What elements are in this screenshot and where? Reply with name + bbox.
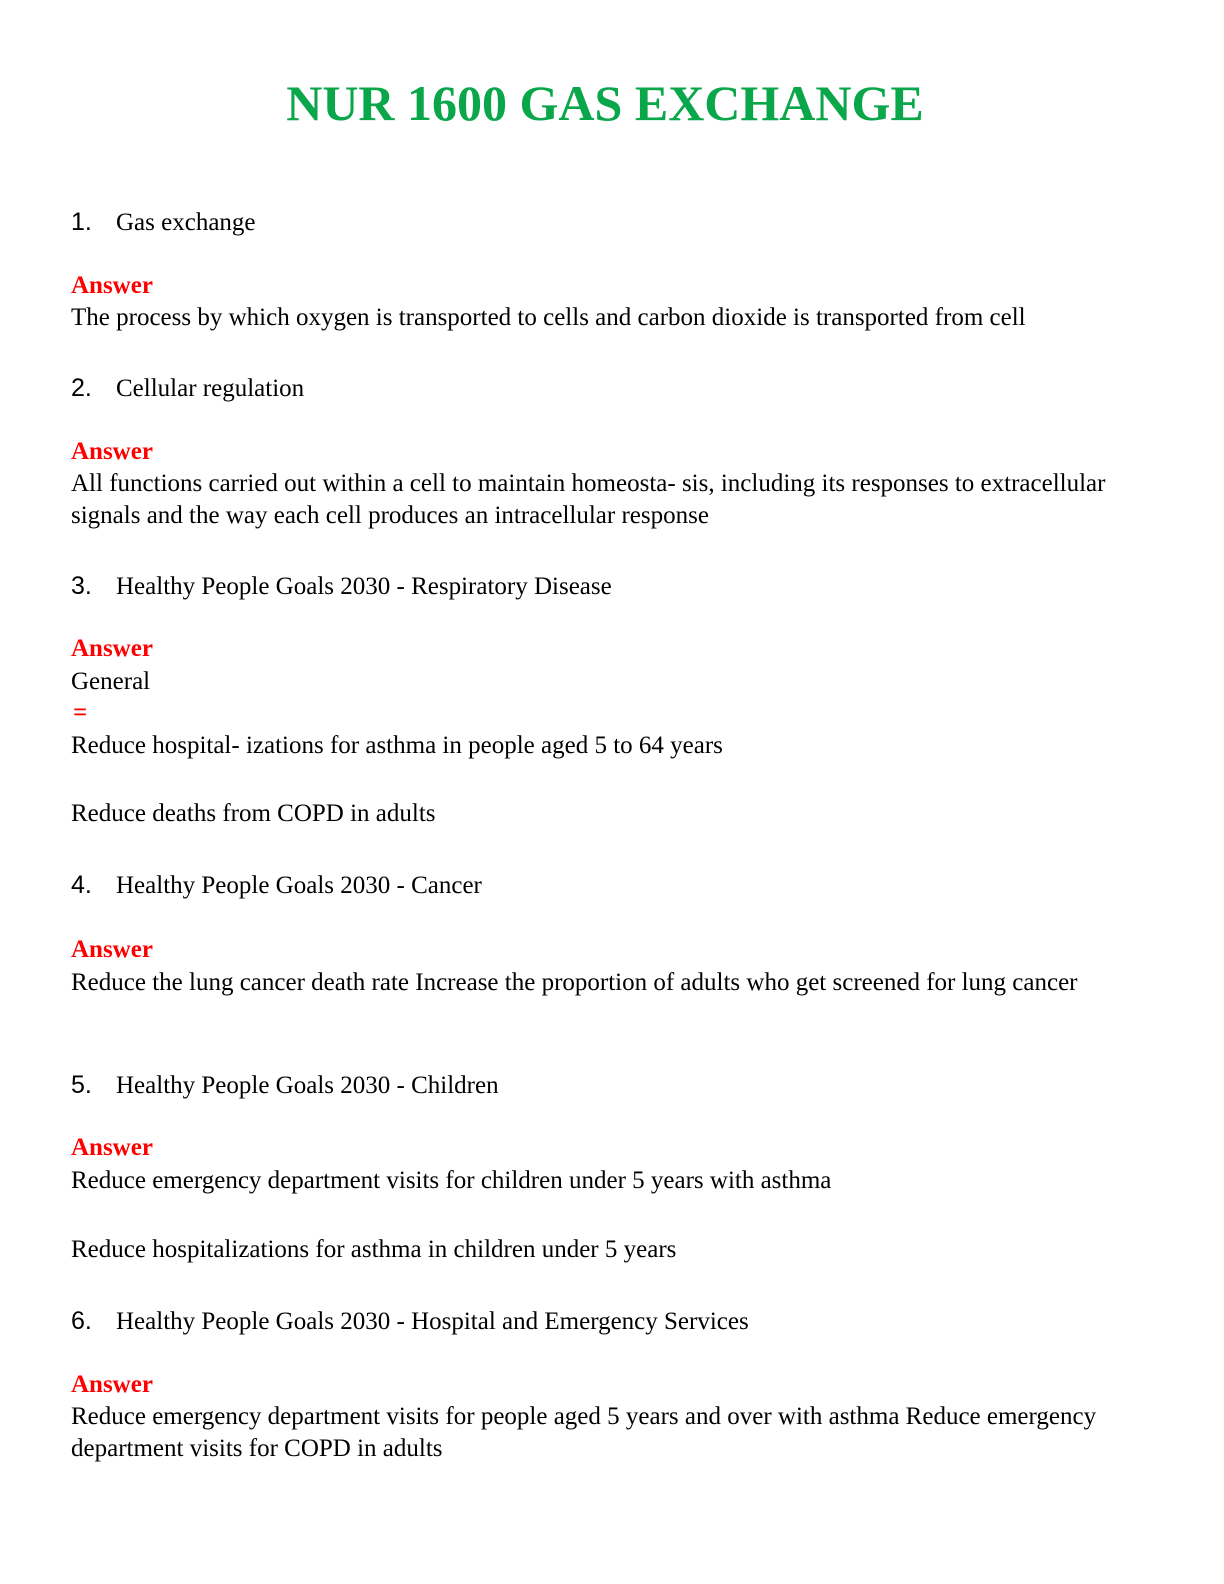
answer-label: Answer xyxy=(71,438,153,465)
question-number: 3. xyxy=(71,572,92,600)
answer-label: Answer xyxy=(71,272,153,299)
question-6 xyxy=(71,1305,749,1338)
question-text: Healthy People Goals 2030 - Respiratory Disease xyxy=(116,573,612,600)
equals-sign: = xyxy=(73,699,88,726)
answer-text: General xyxy=(71,668,151,695)
question-2 xyxy=(71,372,304,405)
answer-text: Reduce hospitalizations for asthma in children under 5 years xyxy=(71,1236,677,1263)
answer-text: The process by which oxygen is transported to cells and carbon dioxide is transported from cell xyxy=(71,304,1026,331)
answer-text: Reduce hospital- izations for asthma in people aged 5 to 64 years xyxy=(71,732,723,759)
question-number: 1. xyxy=(71,208,92,236)
question-text: Healthy People Goals 2030 - Hospital and Emergency Services xyxy=(116,1308,749,1335)
question-text: Healthy People Goals 2030 - Children xyxy=(116,1072,499,1099)
answer-label: Answer xyxy=(71,1134,153,1161)
answer-text: Reduce deaths from COPD in adults xyxy=(71,800,436,827)
question-text: Gas exchange xyxy=(116,209,256,236)
question-1 xyxy=(71,206,256,239)
answer-label: Answer xyxy=(71,635,153,662)
answer-label: Answer xyxy=(71,936,153,963)
answer-text: Reduce emergency department visits for people aged 5 years and over with asthma Reduce emergency department visits for COPD in adults xyxy=(71,1403,1097,1462)
question-text: Healthy People Goals 2030 - Cancer xyxy=(116,872,482,899)
question-number: 5. xyxy=(71,1071,92,1099)
answer-text: Reduce the lung cancer death rate Increase the proportion of adults who get screened for lung cancer xyxy=(71,969,1078,996)
question-number: 4. xyxy=(71,871,92,899)
answer-label: Answer xyxy=(71,1371,153,1398)
answer-text: Reduce emergency department visits for children under 5 years with asthma xyxy=(71,1167,832,1194)
question-number: 6. xyxy=(71,1307,92,1335)
answer-text: All functions carried out within a cell to maintain homeosta- sis, including its responses to extracellular signals and the way each cell produces an intracellular response xyxy=(71,470,1106,529)
page-title: NUR 1600 GAS EXCHANGE xyxy=(286,75,924,131)
question-text: Cellular regulation xyxy=(116,375,305,402)
question-4 xyxy=(71,869,482,902)
question-5 xyxy=(71,1069,499,1102)
question-number: 2. xyxy=(71,374,92,402)
question-3 xyxy=(71,570,612,603)
